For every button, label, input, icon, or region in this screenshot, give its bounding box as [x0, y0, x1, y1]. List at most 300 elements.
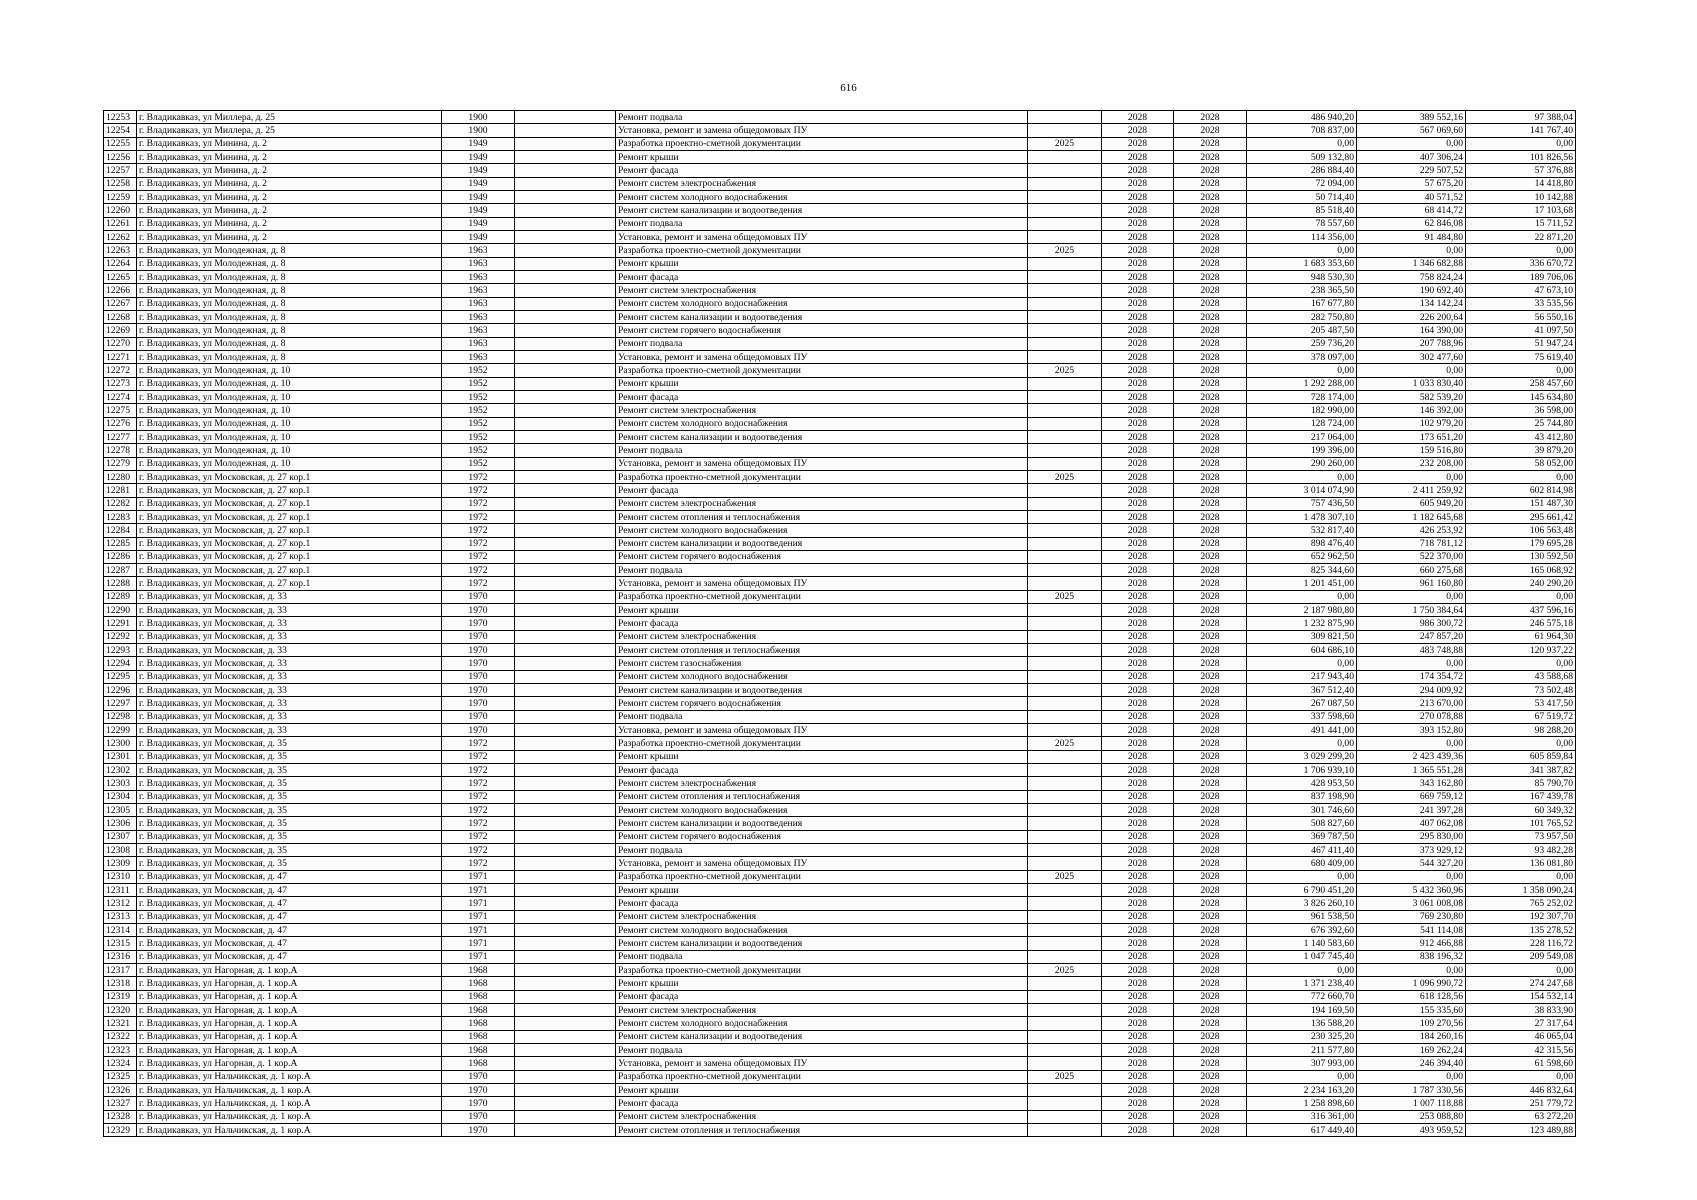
fund-cost-cell: 660 275,68 — [1357, 564, 1466, 577]
work-type-cell: Ремонт подвала — [616, 444, 1028, 457]
table-row — [104, 737, 1576, 750]
fund-cost-cell: 134 142,24 — [1357, 297, 1466, 310]
fund-cost-cell: 247 857,20 — [1357, 630, 1466, 643]
address-cell: г. Владикавказ, ул Молодежная, д. 8 — [137, 257, 442, 270]
build-year-cell: 1968 — [442, 1017, 515, 1030]
row-number-cell: 12305 — [104, 804, 137, 817]
end-year-cell: 2028 — [1174, 350, 1247, 363]
build-year-cell: 1949 — [442, 177, 515, 190]
end-year-cell: 2028 — [1174, 217, 1247, 230]
build-year-cell: 1949 — [442, 150, 515, 163]
blank-cell — [515, 124, 616, 137]
address-cell: г. Владикавказ, ул Московская, д. 47 — [137, 897, 442, 910]
build-year-cell: 1970 — [442, 604, 515, 617]
design-year-cell — [1028, 697, 1102, 710]
owner-cost-cell: 43 412,80 — [1466, 430, 1576, 443]
end-year-cell: 2028 — [1174, 510, 1247, 523]
fund-cost-cell: 91 484,80 — [1357, 230, 1466, 243]
total-cost-cell: 2 187 980,80 — [1247, 604, 1357, 617]
row-number-cell: 12274 — [104, 390, 137, 403]
blank-cell — [515, 870, 616, 883]
blank-cell — [515, 430, 616, 443]
fund-cost-cell: 961 160,80 — [1357, 577, 1466, 590]
blank-cell — [515, 364, 616, 377]
start-year-cell: 2028 — [1102, 1030, 1174, 1043]
table-row — [104, 910, 1576, 923]
design-year-cell — [1028, 217, 1102, 230]
blank-cell — [515, 617, 616, 630]
work-type-cell: Ремонт систем канализации и водоотведения — [616, 817, 1028, 830]
start-year-cell: 2028 — [1102, 617, 1174, 630]
table-row — [104, 444, 1576, 457]
table-row — [104, 297, 1576, 310]
total-cost-cell: 199 396,00 — [1247, 444, 1357, 457]
total-cost-cell: 0,00 — [1247, 137, 1357, 150]
fund-cost-cell: 159 516,80 — [1357, 444, 1466, 457]
build-year-cell: 1972 — [442, 804, 515, 817]
build-year-cell: 1952 — [442, 390, 515, 403]
row-number-cell: 12312 — [104, 897, 137, 910]
build-year-cell: 1972 — [442, 764, 515, 777]
start-year-cell: 2028 — [1102, 217, 1174, 230]
start-year-cell: 2028 — [1102, 710, 1174, 723]
total-cost-cell: 259 736,20 — [1247, 337, 1357, 350]
row-number-cell: 12279 — [104, 457, 137, 470]
design-year-cell: 2025 — [1028, 244, 1102, 257]
build-year-cell: 1963 — [442, 310, 515, 323]
fund-cost-cell: 1 182 645,68 — [1357, 510, 1466, 523]
table-row — [104, 417, 1576, 430]
work-type-cell: Ремонт крыши — [616, 150, 1028, 163]
design-year-cell — [1028, 417, 1102, 430]
work-type-cell: Установка, ремонт и замена общедомовых ПУ — [616, 230, 1028, 243]
start-year-cell: 2028 — [1102, 324, 1174, 337]
table-row — [104, 710, 1576, 723]
owner-cost-cell: 336 670,72 — [1466, 257, 1576, 270]
fund-cost-cell: 522 370,00 — [1357, 550, 1466, 563]
blank-cell — [515, 297, 616, 310]
blank-cell — [515, 457, 616, 470]
blank-cell — [515, 337, 616, 350]
design-year-cell — [1028, 404, 1102, 417]
end-year-cell: 2028 — [1174, 897, 1247, 910]
start-year-cell: 2028 — [1102, 550, 1174, 563]
address-cell: г. Владикавказ, ул Московская, д. 35 — [137, 804, 442, 817]
work-type-cell: Разработка проектно-сметной документации — [616, 870, 1028, 883]
build-year-cell: 1968 — [442, 1043, 515, 1056]
row-number-cell: 12267 — [104, 297, 137, 310]
total-cost-cell: 337 598,60 — [1247, 710, 1357, 723]
total-cost-cell: 367 512,40 — [1247, 684, 1357, 697]
address-cell: г. Владикавказ, ул Молодежная, д. 10 — [137, 444, 442, 457]
work-type-cell: Ремонт систем холодного водоснабжения — [616, 924, 1028, 937]
table-row — [104, 870, 1576, 883]
blank-cell — [515, 937, 616, 950]
work-type-cell: Ремонт систем электроснабжения — [616, 1003, 1028, 1016]
row-number-cell: 12290 — [104, 604, 137, 617]
row-number-cell: 12323 — [104, 1043, 137, 1056]
address-cell: г. Владикавказ, ул Молодежная, д. 8 — [137, 310, 442, 323]
work-type-cell: Ремонт подвала — [616, 217, 1028, 230]
total-cost-cell: 0,00 — [1247, 964, 1357, 977]
start-year-cell: 2028 — [1102, 590, 1174, 603]
start-year-cell: 2028 — [1102, 484, 1174, 497]
table-row — [104, 884, 1576, 897]
design-year-cell — [1028, 111, 1102, 124]
total-cost-cell: 0,00 — [1247, 737, 1357, 750]
fund-cost-cell: 295 830,00 — [1357, 830, 1466, 843]
end-year-cell: 2028 — [1174, 430, 1247, 443]
end-year-cell: 2028 — [1174, 710, 1247, 723]
end-year-cell: 2028 — [1174, 884, 1247, 897]
fund-cost-cell: 0,00 — [1357, 590, 1466, 603]
design-year-cell — [1028, 630, 1102, 643]
fund-cost-cell: 0,00 — [1357, 657, 1466, 670]
owner-cost-cell: 43 588,68 — [1466, 670, 1576, 683]
end-year-cell: 2028 — [1174, 657, 1247, 670]
fund-cost-cell: 582 539,20 — [1357, 390, 1466, 403]
total-cost-cell: 491 441,00 — [1247, 724, 1357, 737]
total-cost-cell: 508 827,60 — [1247, 817, 1357, 830]
design-year-cell — [1028, 564, 1102, 577]
row-number-cell: 12302 — [104, 764, 137, 777]
row-number-cell: 12327 — [104, 1097, 137, 1110]
end-year-cell: 2028 — [1174, 684, 1247, 697]
start-year-cell: 2028 — [1102, 830, 1174, 843]
owner-cost-cell: 136 081,80 — [1466, 857, 1576, 870]
design-year-cell — [1028, 884, 1102, 897]
table-row — [104, 644, 1576, 657]
owner-cost-cell: 47 673,10 — [1466, 284, 1576, 297]
address-cell: г. Владикавказ, ул Молодежная, д. 10 — [137, 430, 442, 443]
fund-cost-cell: 3 061 008,08 — [1357, 897, 1466, 910]
table-row — [104, 564, 1576, 577]
end-year-cell: 2028 — [1174, 497, 1247, 510]
row-number-cell: 12303 — [104, 777, 137, 790]
owner-cost-cell: 0,00 — [1466, 244, 1576, 257]
address-cell: г. Владикавказ, ул Нагорная, д. 1 кор.А — [137, 1030, 442, 1043]
table-row — [104, 390, 1576, 403]
table-row — [104, 604, 1576, 617]
fund-cost-cell: 40 571,52 — [1357, 190, 1466, 203]
start-year-cell: 2028 — [1102, 1083, 1174, 1096]
address-cell: г. Владикавказ, ул Молодежная, д. 10 — [137, 417, 442, 430]
owner-cost-cell: 93 482,28 — [1466, 844, 1576, 857]
end-year-cell: 2028 — [1174, 257, 1247, 270]
blank-cell — [515, 977, 616, 990]
owner-cost-cell: 39 879,20 — [1466, 444, 1576, 457]
owner-cost-cell: 101 765,52 — [1466, 817, 1576, 830]
address-cell: г. Владикавказ, ул Московская, д. 35 — [137, 857, 442, 870]
total-cost-cell: 676 392,60 — [1247, 924, 1357, 937]
work-type-cell: Ремонт крыши — [616, 257, 1028, 270]
total-cost-cell: 1 478 307,10 — [1247, 510, 1357, 523]
total-cost-cell: 309 821,50 — [1247, 630, 1357, 643]
total-cost-cell: 757 436,50 — [1247, 497, 1357, 510]
owner-cost-cell: 101 826,56 — [1466, 150, 1576, 163]
build-year-cell: 1972 — [442, 830, 515, 843]
table-row — [104, 670, 1576, 683]
end-year-cell: 2028 — [1174, 230, 1247, 243]
start-year-cell: 2028 — [1102, 1097, 1174, 1110]
address-cell: г. Владикавказ, ул Московская, д. 33 — [137, 630, 442, 643]
address-cell: г. Владикавказ, ул Московская, д. 33 — [137, 684, 442, 697]
blank-cell — [515, 857, 616, 870]
build-year-cell: 1963 — [442, 350, 515, 363]
design-year-cell — [1028, 124, 1102, 137]
design-year-cell — [1028, 484, 1102, 497]
end-year-cell: 2028 — [1174, 111, 1247, 124]
owner-cost-cell: 123 489,88 — [1466, 1123, 1576, 1136]
start-year-cell: 2028 — [1102, 350, 1174, 363]
blank-cell — [515, 1123, 616, 1136]
total-cost-cell: 282 750,80 — [1247, 310, 1357, 323]
fund-cost-cell: 0,00 — [1357, 364, 1466, 377]
address-cell: г. Владикавказ, ул Минина, д. 2 — [137, 204, 442, 217]
table-row — [104, 550, 1576, 563]
blank-cell — [515, 150, 616, 163]
total-cost-cell: 72 094,00 — [1247, 177, 1357, 190]
total-cost-cell: 50 714,40 — [1247, 190, 1357, 203]
table-row — [104, 964, 1576, 977]
owner-cost-cell: 258 457,60 — [1466, 377, 1576, 390]
end-year-cell: 2028 — [1174, 417, 1247, 430]
fund-cost-cell: 2 423 439,36 — [1357, 750, 1466, 763]
total-cost-cell: 1 232 875,90 — [1247, 617, 1357, 630]
table-row — [104, 310, 1576, 323]
total-cost-cell: 114 356,00 — [1247, 230, 1357, 243]
work-type-cell: Ремонт систем газоснабжения — [616, 657, 1028, 670]
total-cost-cell: 217 943,40 — [1247, 670, 1357, 683]
address-cell: г. Владикавказ, ул Нагорная, д. 1 кор.А — [137, 1057, 442, 1070]
row-number-cell: 12320 — [104, 1003, 137, 1016]
row-number-cell: 12299 — [104, 724, 137, 737]
blank-cell — [515, 844, 616, 857]
design-year-cell — [1028, 510, 1102, 523]
fund-cost-cell: 605 949,20 — [1357, 497, 1466, 510]
blank-cell — [515, 897, 616, 910]
work-type-cell: Установка, ремонт и замена общедомовых ПУ — [616, 1057, 1028, 1070]
address-cell: г. Владикавказ, ул Московская, д. 35 — [137, 844, 442, 857]
fund-cost-cell: 912 466,88 — [1357, 937, 1466, 950]
owner-cost-cell: 0,00 — [1466, 737, 1576, 750]
design-year-cell — [1028, 897, 1102, 910]
end-year-cell: 2028 — [1174, 1110, 1247, 1123]
address-cell: г. Владикавказ, ул Минина, д. 2 — [137, 230, 442, 243]
owner-cost-cell: 145 634,80 — [1466, 390, 1576, 403]
total-cost-cell: 205 487,50 — [1247, 324, 1357, 337]
fund-cost-cell: 294 009,92 — [1357, 684, 1466, 697]
start-year-cell: 2028 — [1102, 724, 1174, 737]
row-number-cell: 12307 — [104, 830, 137, 843]
build-year-cell: 1970 — [442, 1083, 515, 1096]
work-type-cell: Ремонт систем холодного водоснабжения — [616, 417, 1028, 430]
end-year-cell: 2028 — [1174, 790, 1247, 803]
end-year-cell: 2028 — [1174, 564, 1247, 577]
row-number-cell: 12322 — [104, 1030, 137, 1043]
work-type-cell: Ремонт систем холодного водоснабжения — [616, 1017, 1028, 1030]
build-year-cell: 1972 — [442, 510, 515, 523]
blank-cell — [515, 550, 616, 563]
address-cell: г. Владикавказ, ул Московская, д. 27 кор.1 — [137, 497, 442, 510]
build-year-cell: 1970 — [442, 1123, 515, 1136]
address-cell: г. Владикавказ, ул Минина, д. 2 — [137, 177, 442, 190]
blank-cell — [515, 964, 616, 977]
total-cost-cell: 680 409,00 — [1247, 857, 1357, 870]
end-year-cell: 2028 — [1174, 1123, 1247, 1136]
build-year-cell: 1900 — [442, 124, 515, 137]
address-cell: г. Владикавказ, ул Нальчикская, д. 1 кор.А — [137, 1110, 442, 1123]
total-cost-cell: 708 837,00 — [1247, 124, 1357, 137]
total-cost-cell: 1 371 238,40 — [1247, 977, 1357, 990]
blank-cell — [515, 817, 616, 830]
build-year-cell: 1970 — [442, 724, 515, 737]
work-type-cell: Ремонт фасада — [616, 484, 1028, 497]
row-number-cell: 12260 — [104, 204, 137, 217]
work-type-cell: Ремонт систем холодного водоснабжения — [616, 670, 1028, 683]
design-year-cell: 2025 — [1028, 870, 1102, 883]
total-cost-cell: 898 476,40 — [1247, 537, 1357, 550]
address-cell: г. Владикавказ, ул Минина, д. 2 — [137, 137, 442, 150]
address-cell: г. Владикавказ, ул Московская, д. 27 кор.1 — [137, 550, 442, 563]
address-cell: г. Владикавказ, ул Молодежная, д. 8 — [137, 297, 442, 310]
address-cell: г. Владикавказ, ул Молодежная, д. 8 — [137, 284, 442, 297]
blank-cell — [515, 324, 616, 337]
address-cell: г. Владикавказ, ул Нагорная, д. 1 кор.А — [137, 964, 442, 977]
design-year-cell — [1028, 524, 1102, 537]
design-year-cell — [1028, 430, 1102, 443]
end-year-cell: 2028 — [1174, 177, 1247, 190]
design-year-cell — [1028, 1083, 1102, 1096]
design-year-cell — [1028, 164, 1102, 177]
fund-cost-cell: 389 552,16 — [1357, 111, 1466, 124]
work-type-cell: Ремонт крыши — [616, 1083, 1028, 1096]
fund-cost-cell: 0,00 — [1357, 244, 1466, 257]
work-type-cell: Ремонт систем холодного водоснабжения — [616, 524, 1028, 537]
table-row — [104, 1057, 1576, 1070]
address-cell: г. Владикавказ, ул Московская, д. 27 кор.1 — [137, 577, 442, 590]
blank-cell — [515, 164, 616, 177]
start-year-cell: 2028 — [1102, 150, 1174, 163]
work-type-cell: Ремонт систем холодного водоснабжения — [616, 190, 1028, 203]
address-cell: г. Владикавказ, ул Нальчикская, д. 1 кор.А — [137, 1123, 442, 1136]
start-year-cell: 2028 — [1102, 377, 1174, 390]
owner-cost-cell: 165 068,92 — [1466, 564, 1576, 577]
blank-cell — [515, 644, 616, 657]
build-year-cell: 1972 — [442, 577, 515, 590]
owner-cost-cell: 51 947,24 — [1466, 337, 1576, 350]
total-cost-cell: 0,00 — [1247, 657, 1357, 670]
owner-cost-cell: 135 278,52 — [1466, 924, 1576, 937]
total-cost-cell: 194 169,50 — [1247, 1003, 1357, 1016]
fund-cost-cell: 544 327,20 — [1357, 857, 1466, 870]
start-year-cell: 2028 — [1102, 390, 1174, 403]
end-year-cell: 2028 — [1174, 484, 1247, 497]
fund-cost-cell: 62 846,08 — [1357, 217, 1466, 230]
work-type-cell: Разработка проектно-сметной документации — [616, 964, 1028, 977]
start-year-cell: 2028 — [1102, 977, 1174, 990]
address-cell: г. Владикавказ, ул Нагорная, д. 1 кор.А — [137, 1017, 442, 1030]
end-year-cell: 2028 — [1174, 190, 1247, 203]
blank-cell — [515, 1057, 616, 1070]
owner-cost-cell: 41 097,50 — [1466, 324, 1576, 337]
table-row — [104, 337, 1576, 350]
start-year-cell: 2028 — [1102, 1123, 1174, 1136]
owner-cost-cell: 73 502,48 — [1466, 684, 1576, 697]
build-year-cell: 1952 — [442, 430, 515, 443]
end-year-cell: 2028 — [1174, 550, 1247, 563]
row-number-cell: 12273 — [104, 377, 137, 390]
table-row — [104, 284, 1576, 297]
work-type-cell: Разработка проектно-сметной документации — [616, 470, 1028, 483]
end-year-cell: 2028 — [1174, 617, 1247, 630]
total-cost-cell: 267 087,50 — [1247, 697, 1357, 710]
fund-cost-cell: 541 114,08 — [1357, 924, 1466, 937]
total-cost-cell: 0,00 — [1247, 870, 1357, 883]
end-year-cell: 2028 — [1174, 737, 1247, 750]
build-year-cell: 1949 — [442, 204, 515, 217]
fund-cost-cell: 1 365 551,28 — [1357, 764, 1466, 777]
total-cost-cell: 136 588,20 — [1247, 1017, 1357, 1030]
work-type-cell: Ремонт фасада — [616, 270, 1028, 283]
address-cell: г. Владикавказ, ул Московская, д. 33 — [137, 670, 442, 683]
owner-cost-cell: 0,00 — [1466, 657, 1576, 670]
fund-cost-cell: 343 162,80 — [1357, 777, 1466, 790]
work-type-cell: Разработка проектно-сметной документации — [616, 737, 1028, 750]
owner-cost-cell: 63 272,20 — [1466, 1110, 1576, 1123]
address-cell: г. Владикавказ, ул Молодежная, д. 10 — [137, 457, 442, 470]
work-type-cell: Ремонт систем электроснабжения — [616, 404, 1028, 417]
table-row — [104, 1017, 1576, 1030]
blank-cell — [515, 790, 616, 803]
blank-cell — [515, 390, 616, 403]
row-number-cell: 12313 — [104, 910, 137, 923]
end-year-cell: 2028 — [1174, 830, 1247, 843]
row-number-cell: 12285 — [104, 537, 137, 550]
address-cell: г. Владикавказ, ул Московская, д. 35 — [137, 817, 442, 830]
fund-cost-cell: 567 069,60 — [1357, 124, 1466, 137]
fund-cost-cell: 493 959,52 — [1357, 1123, 1466, 1136]
start-year-cell: 2028 — [1102, 1003, 1174, 1016]
blank-cell — [515, 284, 616, 297]
start-year-cell: 2028 — [1102, 284, 1174, 297]
design-year-cell — [1028, 1110, 1102, 1123]
fund-cost-cell: 184 260,16 — [1357, 1030, 1466, 1043]
table-row — [104, 1097, 1576, 1110]
owner-cost-cell: 341 387,82 — [1466, 764, 1576, 777]
end-year-cell: 2028 — [1174, 870, 1247, 883]
end-year-cell: 2028 — [1174, 337, 1247, 350]
total-cost-cell: 1 706 939,10 — [1247, 764, 1357, 777]
design-year-cell: 2025 — [1028, 590, 1102, 603]
design-year-cell: 2025 — [1028, 1070, 1102, 1083]
work-type-cell: Разработка проектно-сметной документации — [616, 590, 1028, 603]
row-number-cell: 12265 — [104, 270, 137, 283]
total-cost-cell: 0,00 — [1247, 1070, 1357, 1083]
work-type-cell: Ремонт подвала — [616, 710, 1028, 723]
owner-cost-cell: 0,00 — [1466, 964, 1576, 977]
end-year-cell: 2028 — [1174, 924, 1247, 937]
table-row — [104, 764, 1576, 777]
fund-cost-cell: 169 262,24 — [1357, 1043, 1466, 1056]
start-year-cell: 2028 — [1102, 750, 1174, 763]
fund-cost-cell: 1 007 118,88 — [1357, 1097, 1466, 1110]
start-year-cell: 2028 — [1102, 684, 1174, 697]
work-type-cell: Установка, ремонт и замена общедомовых ПУ — [616, 857, 1028, 870]
fund-cost-cell: 173 651,20 — [1357, 430, 1466, 443]
row-number-cell: 12280 — [104, 470, 137, 483]
table-body — [104, 111, 1576, 1137]
